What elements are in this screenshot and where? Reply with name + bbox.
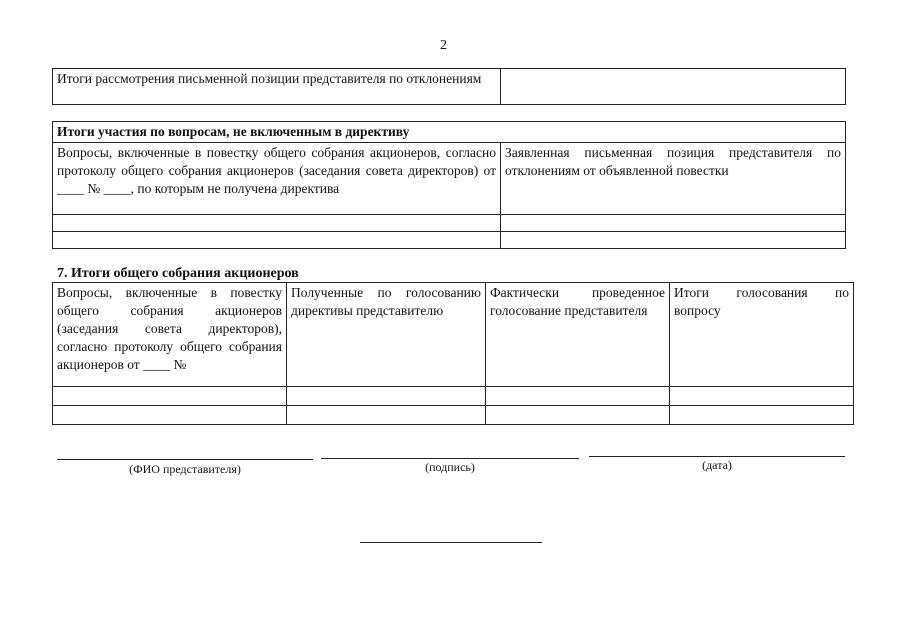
table-not-in-directive <box>52 121 846 249</box>
signature-line-fio <box>57 459 313 460</box>
table-cell <box>53 406 287 425</box>
signature-label-date: (дата) <box>702 458 732 472</box>
meeting-col-voting-results: Итоги голосования по вопросу <box>670 283 854 387</box>
table-cell <box>287 406 486 425</box>
review-results-value <box>501 69 846 105</box>
meeting-col-directives: Полученные по голосованию директивы представителю <box>287 283 486 387</box>
table-row <box>53 232 846 249</box>
page-number: 2 <box>440 38 447 53</box>
table-row <box>53 406 854 425</box>
table-cell <box>53 387 287 406</box>
table-cell <box>501 215 846 232</box>
signature-label-fio: (ФИО представителя) <box>129 462 241 476</box>
not-in-directive-col-questions: Вопросы, включенные в повестку общего собрания акционеров, согласно протоколу общего собрания акционеров (заседания совета директоров) от ____ № ____, по которым не получена директива <box>53 143 501 215</box>
meeting-col-questions: Вопросы, включенные в повестку общего собрания акционеров (заседания совета директоров), согласно протоколу общего собрания акционеров от ____ № <box>53 283 287 387</box>
table-cell <box>486 406 670 425</box>
table-review-results <box>52 68 846 105</box>
table-cell <box>53 215 501 232</box>
bottom-separator-line <box>360 542 542 543</box>
table-row <box>53 387 854 406</box>
table-cell <box>501 232 846 249</box>
table-cell <box>670 406 854 425</box>
table-meeting-results <box>52 282 854 425</box>
section7-title: 7. Итоги общего собрания акционеров <box>57 266 299 281</box>
review-results-label: Итоги рассмотрения письменной позиции представителя по отклонениям <box>53 69 501 105</box>
signature-line-date <box>589 456 845 457</box>
table-cell <box>53 232 501 249</box>
table-cell <box>287 387 486 406</box>
signature-label-sign: (подпись) <box>425 460 475 474</box>
not-in-directive-col-position: Заявленная письменная позиция представителя по отклонениям от объявленной повестки <box>501 143 846 215</box>
signature-line-sign <box>321 458 579 459</box>
table-cell <box>670 387 854 406</box>
meeting-col-actual-voting: Фактически проведенное голосование представителя <box>486 283 670 387</box>
table-cell <box>486 387 670 406</box>
not-in-directive-header: Итоги участия по вопросам, не включенным в директиву <box>53 122 846 143</box>
table-row <box>53 215 846 232</box>
